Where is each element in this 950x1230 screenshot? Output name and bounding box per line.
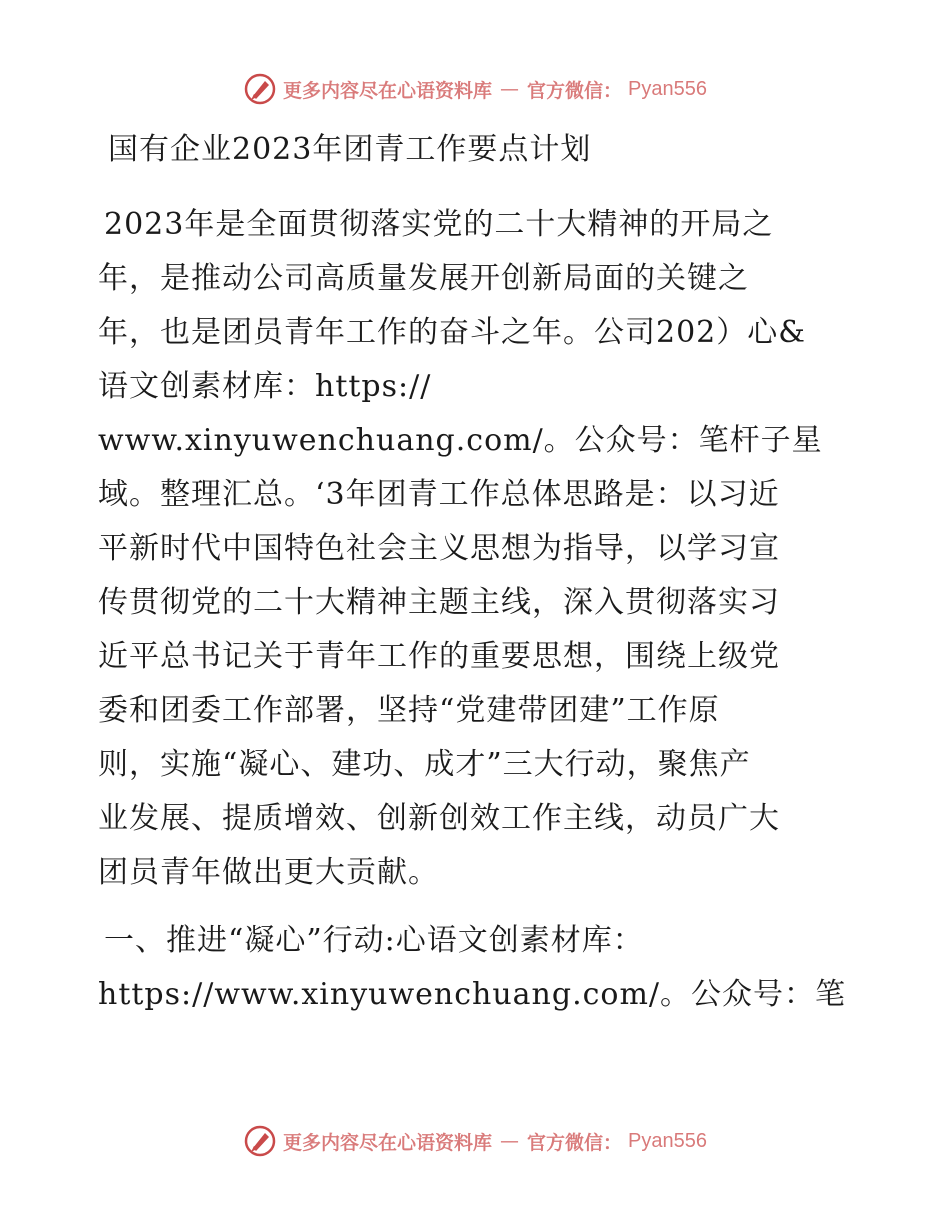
watermark-text: 更多内容尽在心语资料库 (283, 79, 493, 102)
text-line: https://www.xinyuwenchuang.com/。公众号：笔 (98, 977, 847, 1012)
pen-nib-logo-icon (243, 1124, 277, 1158)
text-line: 近平总书记关于青年工作的重要思想，围绕上级党 (98, 639, 780, 674)
text-line: 2023年是全面贯彻落实党的二十大精神的开局之 (104, 207, 774, 242)
text-line: 团员青年做出更大贡献。 (98, 855, 439, 890)
text-line: 一、推进“凝心”行动:心语文创素材库： (104, 923, 644, 958)
watermark-separator: — (500, 1130, 520, 1152)
text-line: 传贯彻党的二十大精神主题主线，深入贯彻落实习 (98, 585, 780, 620)
document-body (98, 128, 868, 1022)
watermark-wechat-id: Pyan556 (628, 77, 707, 100)
text-line: 域。整理汇总。‘3年团青工作总体思路是：以习近 (98, 477, 780, 512)
header-watermark (0, 72, 950, 106)
document-title: 国有企业2023年团青工作要点计划 (108, 132, 592, 167)
footer-watermark (0, 1124, 950, 1158)
paragraph-intro (98, 198, 868, 900)
watermark-separator: — (500, 78, 520, 100)
text-line: 业发展、提质增效、创新创效工作主线，动员广大 (98, 801, 780, 836)
text-line: www.xinyuwenchuang.com/。公众号：笔杆子星 (98, 423, 823, 458)
text-line: 语文创素材库：https:// (98, 369, 432, 404)
section-heading-1 (98, 914, 868, 1022)
watermark-text: 更多内容尽在心语资料库 (283, 1131, 493, 1154)
text-line: 平新时代中国特色社会主义思想为指导，以学习宣 (98, 531, 780, 566)
text-line: 委和团委工作部署，坚持“党建带团建”工作原 (98, 693, 720, 728)
text-line: 年，也是团员青年工作的奋斗之年。公司202）心& (98, 315, 806, 350)
watermark-wechat-id: Pyan556 (628, 1129, 707, 1152)
watermark-wechat-label: 官方微信： (527, 1131, 623, 1154)
watermark-wechat-label: 官方微信： (527, 79, 623, 102)
pen-nib-logo-icon (243, 72, 277, 106)
text-line: 年，是推动公司高质量发展开创新局面的关键之 (98, 261, 749, 296)
text-line: 则，实施“凝心、建功、成才”三大行动，聚焦产 (98, 747, 751, 782)
